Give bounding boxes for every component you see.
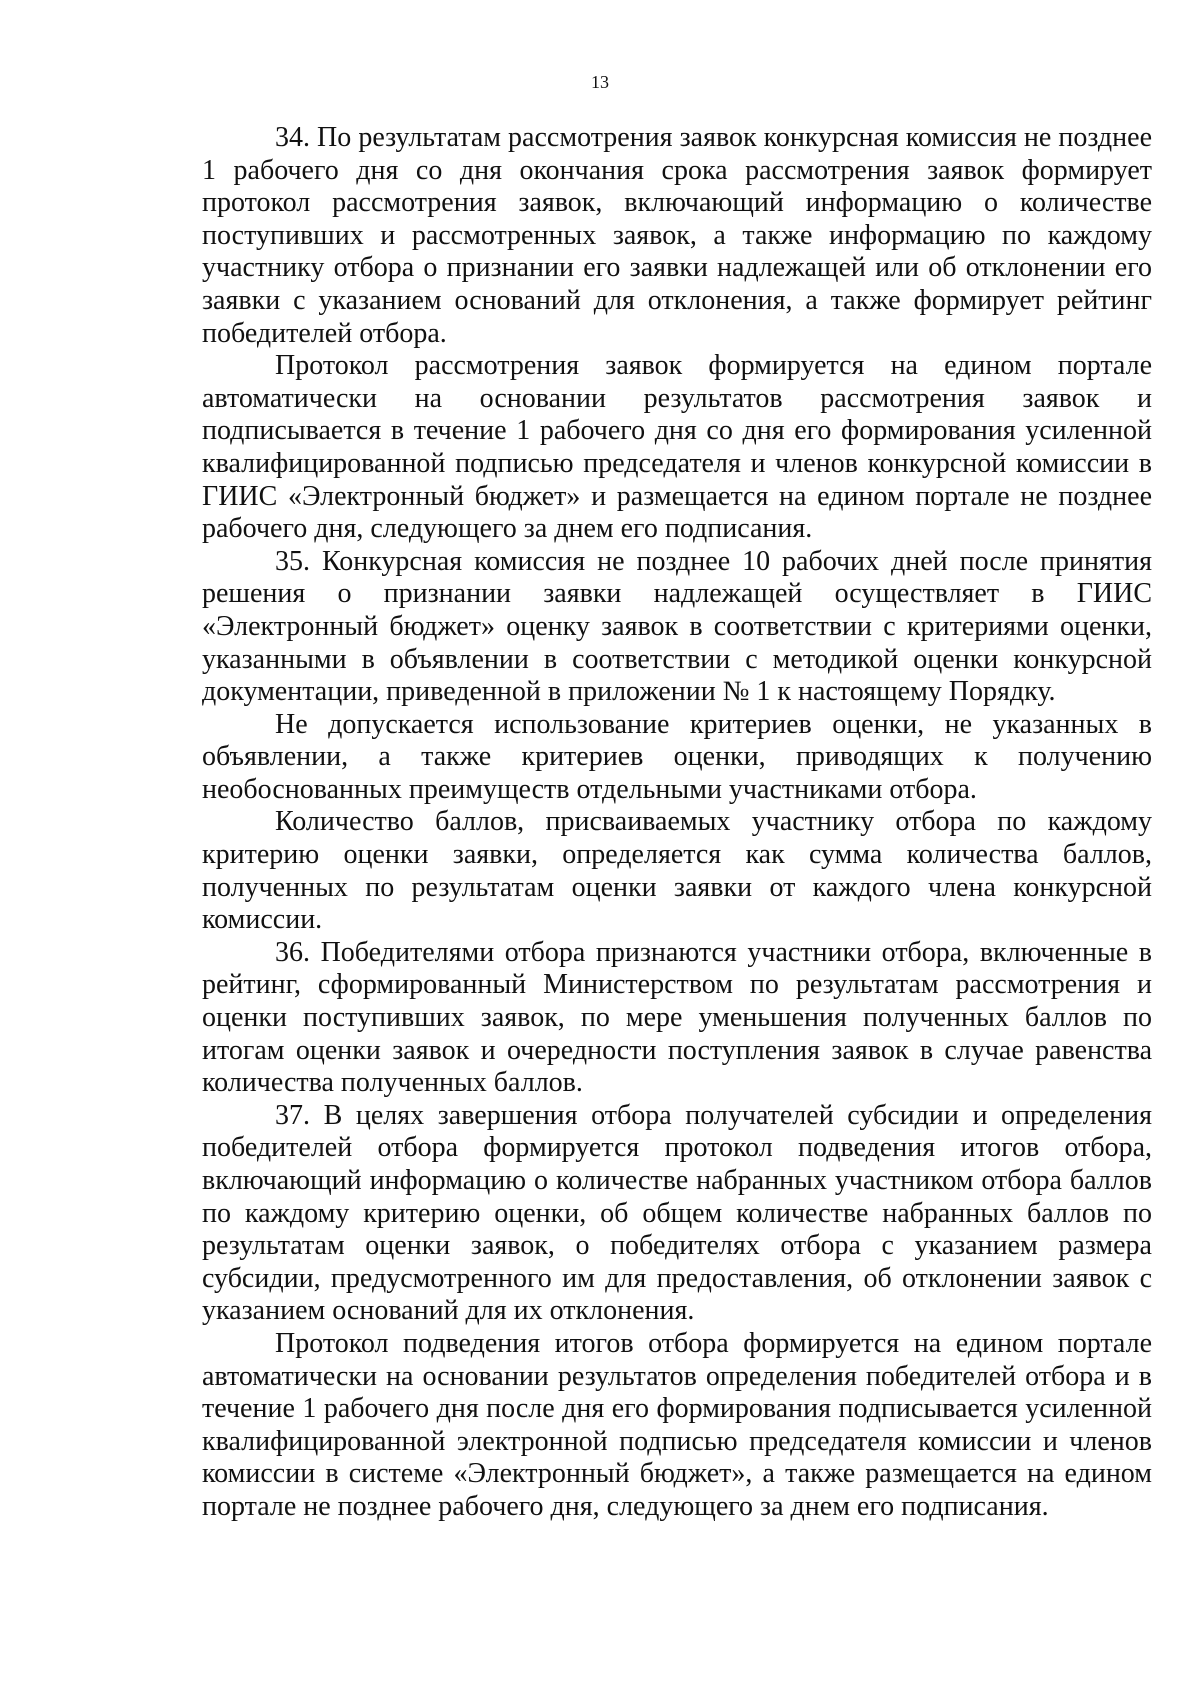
paragraph-protocol-results: Протокол подведения итогов отбора формируется на едином портале автоматически на основании результатов определения победителей отбора и в течение 1 рабочего дня после дня его формирования подписывается усиленной квалифицированной электронной подписью председателя комиссии и членов комиссии в системе «Электронный бюджет», а также размещается на едином портале не позднее рабочего дня, следующего за днем его подписания. bbox=[202, 1327, 1152, 1522]
paragraph-34: 34. По результатам рассмотрения заявок конкурсная комиссия не позднее 1 рабочего дня со дня окончания срока рассмотрения заявок формирует протокол рассмотрения заявок, включающий информацию о количестве поступивших и рассмотренных заявок, а также информацию по каждому участнику отбора о признании его заявки надлежащей или об отклонении его заявки с указанием оснований для отклонения, а также формирует рейтинг победителей отбора. bbox=[202, 122, 1152, 349]
paragraph-36: 36. Победителями отбора признаются участники отбора, включенные в рейтинг, сформированный Министерством по результатам рассмотрения и оценки поступивших заявок, по мере уменьшения полученных баллов по итогам оценки заявок и очередности поступления заявок в случае равенства количества полученных баллов. bbox=[202, 936, 1152, 1099]
paragraph-37: 37. В целях завершения отбора получателей субсидии и определения победителей отбора формируется протокол подведения итогов отбора, включающий информацию о количестве набранных участником отбора баллов по каждому критерию оценки, об общем количестве набранных баллов по результатам оценки заявок, о победителях отбора с указанием размера субсидии, предусмотренного им для предоставления, об отклонении заявок с указанием оснований для их отклонения. bbox=[202, 1099, 1152, 1327]
document-body bbox=[202, 122, 1152, 1524]
paragraph-criteria-restriction: Не допускается использование критериев оценки, не указанных в объявлении, а также критериев оценки, приводящих к получению необоснованных преимуществ отдельными участниками отбора. bbox=[202, 708, 1152, 805]
page-number: 13 bbox=[591, 72, 609, 92]
paragraph-protocol-review: Протокол рассмотрения заявок формируется на едином портале автоматически на основании результатов рассмотрения заявок и подписывается в течение 1 рабочего дня со дня его формирования усиленной квалифицированной подписью председателя и членов конкурсной комиссии в ГИИС «Электронный бюджет» и размещается на едином портале не позднее рабочего дня, следующего за днем его подписания. bbox=[202, 350, 1152, 545]
paragraph-score-calculation: Количество баллов, присваиваемых участнику отбора по каждому критерию оценки заявки, определяется как сумма количества баллов, полученных по результатам оценки заявки от каждого члена конкурсной комиссии. bbox=[202, 806, 1152, 936]
paragraph-35: 35. Конкурсная комиссия не позднее 10 рабочих дней после принятия решения о признании заявки надлежащей осуществляет в ГИИС «Электронный бюджет» оценку заявок в соответствии с критериями оценки, указанными в объявлении в соответствии с методикой оценки конкурсной документации, приведенной в приложении № 1 к настоящему Порядку. bbox=[202, 545, 1152, 708]
